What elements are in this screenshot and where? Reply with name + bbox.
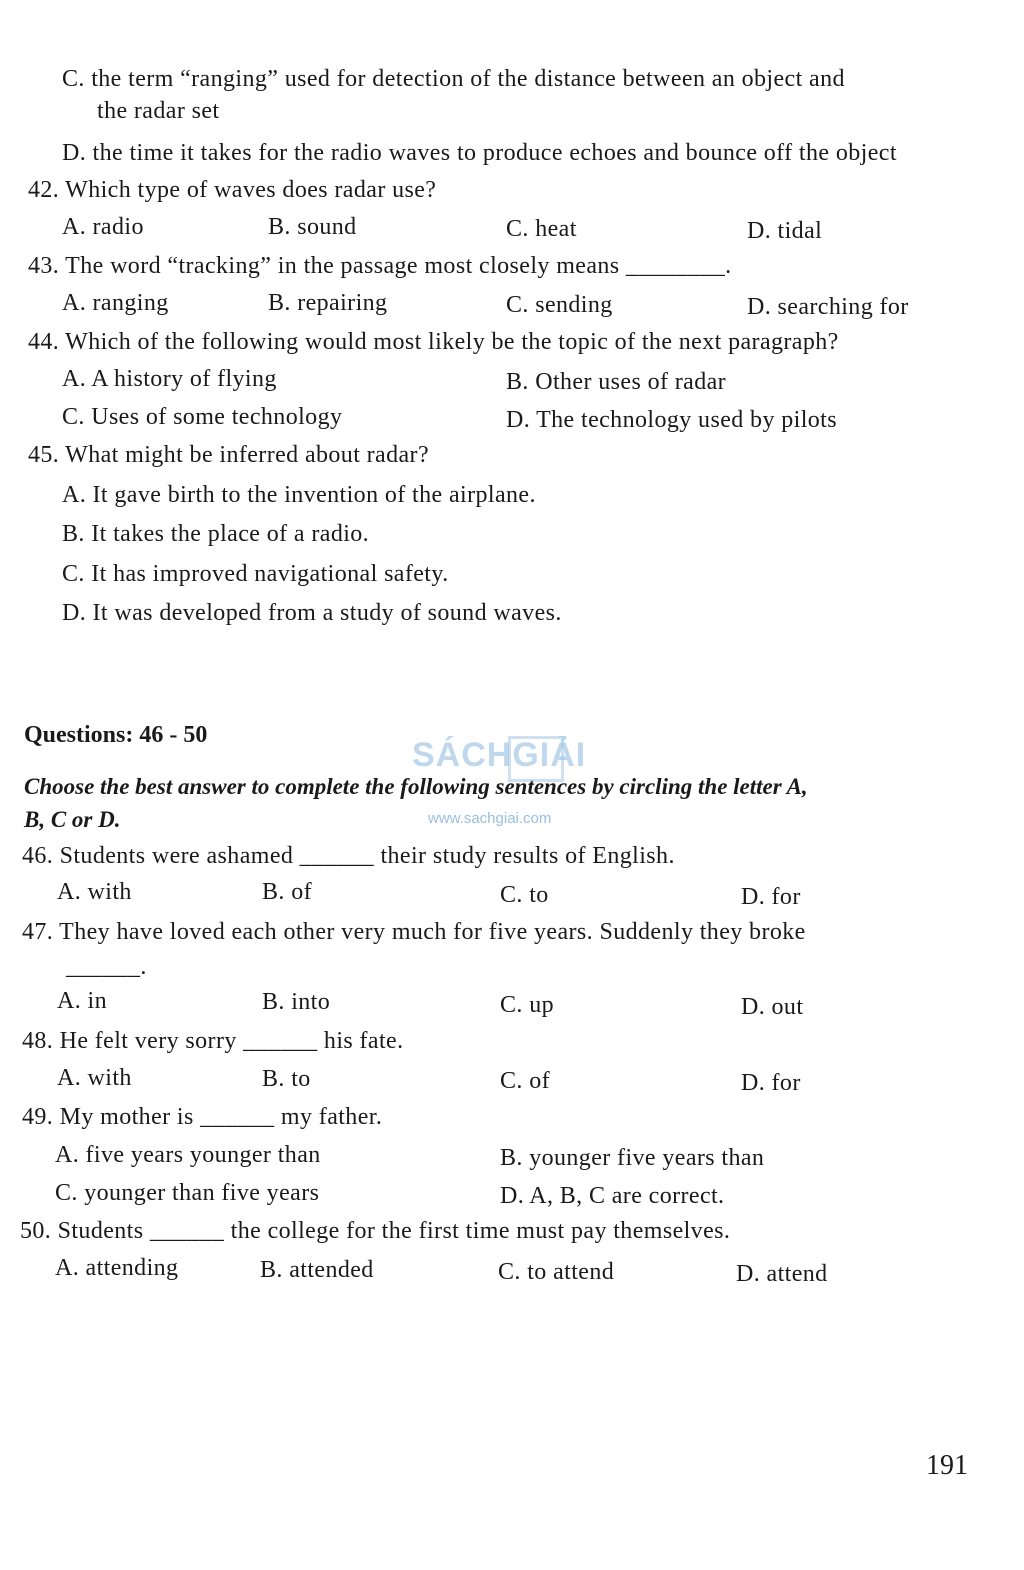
q42-option-d: D. tidal (747, 218, 823, 244)
q47-stem: 47. They have loved each other very much for five years. Suddenly they broke (22, 919, 806, 945)
q47-option-d: D. out (741, 994, 804, 1020)
q45-option-b: B. It takes the place of a radio. (62, 521, 370, 547)
page-number: 191 (926, 1450, 968, 1481)
q42-option-b: B. sound (268, 214, 357, 240)
q50-stem: 50. Students ______ the college for the first time must pay themselves. (20, 1218, 731, 1244)
q47-stem-blank: ______. (66, 954, 147, 980)
q50-option-b: B. attended (260, 1257, 374, 1283)
q49-stem: 49. My mother is ______ my father. (22, 1104, 383, 1130)
section-instruction-line2: B, C or D. (24, 807, 121, 832)
q43-option-d: D. searching for (747, 294, 909, 320)
q48-option-d: D. for (741, 1070, 801, 1096)
q44-option-d: D. The technology used by pilots (506, 407, 837, 433)
q45-option-c: C. It has improved navigational safety. (62, 561, 449, 587)
q44-stem: 44. Which of the following would most likely be the topic of the next paragraph? (28, 329, 839, 355)
q47-option-b: B. into (262, 989, 331, 1015)
q41-option-d: D. the time it takes for the radio waves to produce echoes and bounce off the object (62, 140, 897, 166)
q45-stem: 45. What might be inferred about radar? (28, 442, 430, 468)
q50-option-d: D. attend (736, 1261, 828, 1287)
q43-option-b: B. repairing (268, 290, 388, 316)
q43-stem: 43. The word “tracking” in the passage most closely means ________. (28, 253, 732, 279)
q50-option-c: C. to attend (498, 1259, 615, 1285)
q47-option-a: A. in (57, 988, 107, 1014)
q43-option-c: C. sending (506, 292, 613, 318)
watermark-logo: SÁCHGIẢI (412, 736, 587, 774)
q45-option-d: D. It was developed from a study of sound waves. (62, 600, 562, 626)
q49-option-b: B. younger five years than (500, 1145, 765, 1171)
q43-option-a: A. ranging (62, 290, 169, 316)
q47-option-c: C. up (500, 992, 555, 1018)
q48-option-a: A. with (57, 1065, 132, 1091)
q46-option-c: C. to (500, 882, 549, 908)
watermark (412, 736, 612, 832)
q49-option-c: C. younger than five years (55, 1180, 320, 1206)
watermark-url: www.sachgiai.com (428, 810, 552, 827)
q50-option-a: A. attending (55, 1255, 179, 1281)
q49-option-a: A. five years younger than (55, 1142, 321, 1168)
q44-option-a: A. A history of flying (62, 366, 277, 392)
q41-option-c-line2: the radar set (97, 98, 220, 124)
q42-option-c: C. heat (506, 216, 577, 242)
q49-option-d: D. A, B, C are correct. (500, 1183, 725, 1209)
q46-option-b: B. of (262, 879, 312, 905)
q46-stem: 46. Students were ashamed ______ their study results of English. (22, 843, 675, 869)
section-heading: Questions: 46 - 50 (24, 722, 208, 748)
q46-option-a: A. with (57, 879, 132, 905)
q44-option-c: C. Uses of some technology (62, 404, 343, 430)
q48-stem: 48. He felt very sorry ______ his fate. (22, 1028, 404, 1054)
q42-option-a: A. radio (62, 214, 144, 240)
q41-option-c-line1: C. the term “ranging” used for detection of the distance between an object and (62, 66, 845, 92)
q42-stem: 42. Which type of waves does radar use? (28, 177, 437, 203)
q45-option-a: A. It gave birth to the invention of the airplane. (62, 482, 536, 508)
q44-option-b: B. Other uses of radar (506, 369, 727, 395)
q46-option-d: D. for (741, 884, 801, 910)
q48-option-b: B. to (262, 1066, 311, 1092)
section-instruction-line1: Choose the best answer to complete the following sentences by circling the letter A, (24, 774, 808, 799)
q48-option-c: C. of (500, 1068, 550, 1094)
